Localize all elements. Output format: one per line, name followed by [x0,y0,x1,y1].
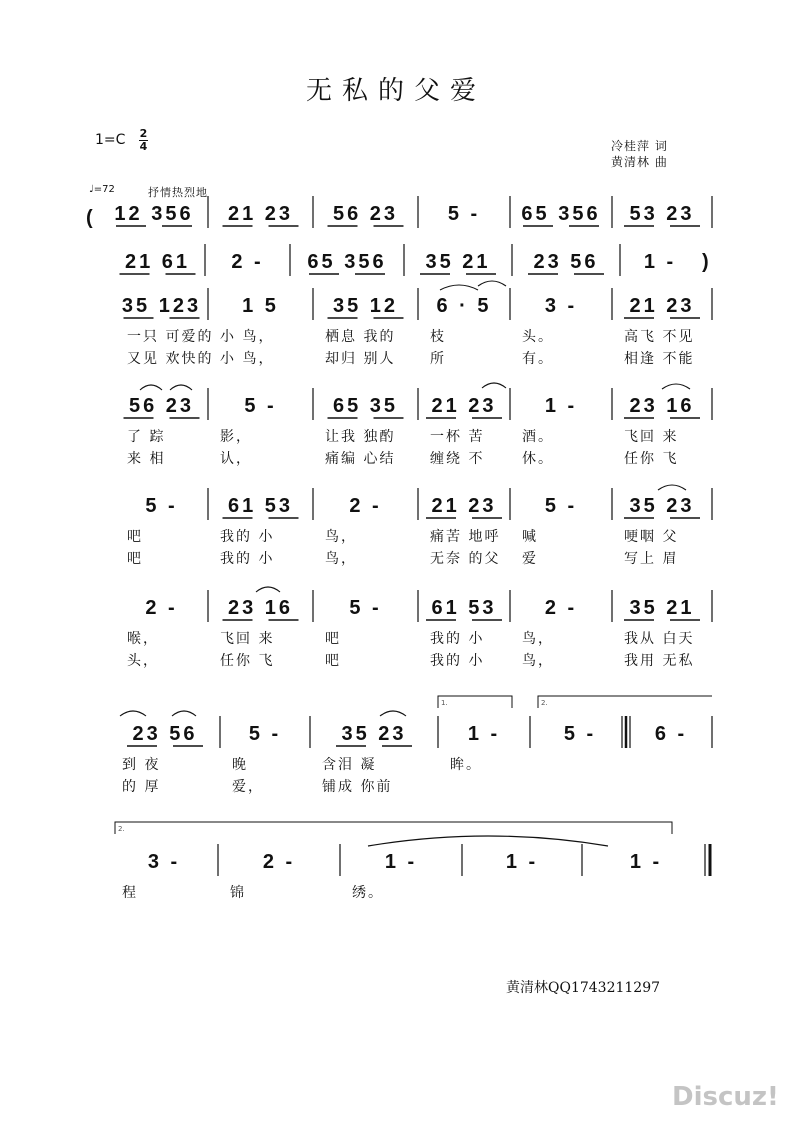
close-paren: ) [702,251,709,273]
lyric-text: 我的 小 [430,631,485,647]
lyric-text: 痛苦 地呼 [430,529,501,545]
bar-notes: 35 23 [629,495,695,517]
lyric-text: 一只 可爱的 [127,329,214,345]
lyric-text: 我的 小 [220,551,275,567]
lyric-text: 我的 小 [430,653,485,669]
bar-notes: 21 61 [124,251,191,273]
lyric-text: 鸟， [325,529,357,545]
bar-notes: 2 - [262,851,296,873]
bar-notes: 5 - [244,395,277,417]
discuz-watermark: Discuz! [672,1082,779,1112]
volta-label: 1. [441,699,448,707]
bar-notes: 1 - [629,851,663,873]
bar-notes: 5 - [145,495,178,517]
bar-notes: 23 16 [629,395,695,417]
lyric-text: 来 相 [127,451,166,467]
bar-notes: 65 35 [332,395,399,417]
bar-notes: 35 123 [121,295,202,317]
slur [440,285,478,290]
bar-notes: 35 12 [332,295,399,317]
lyric-text: 了 踪 [127,429,166,445]
bar-notes: 2 - [231,251,264,273]
bar-notes: 6 · 5 [436,295,492,317]
bar-notes: 35 21 [629,597,695,619]
bar-notes: 5 - [563,723,597,745]
lyric-text: 喊 [522,529,538,545]
lyric-text: 飞回 来 [220,631,275,647]
lyric-text: 影， [220,429,252,445]
time-signature-top: 2 [139,127,148,140]
bar-notes: 23 56 [132,723,198,745]
lyric-text: 哽咽 父 [624,529,679,545]
bar-notes: 5 - [349,597,382,619]
lyric-text: 飞回 来 [624,429,679,445]
bar-notes: 6 - [654,723,688,745]
lyric-text: 缠绕 不 [430,451,485,467]
slur [380,711,406,716]
lyric-text: 让我 独酌 [325,429,396,445]
lyric-text: 爱， [232,779,264,795]
open-paren: ( [86,207,93,229]
volta-bracket [115,822,672,834]
bar-notes: 1 5 [242,295,279,317]
volta-label: 2. [541,699,548,707]
lyric-text: 鸟， [325,551,357,567]
lyric-text: 锦 [230,885,246,901]
lyric-text: 所 [430,351,446,367]
volta-bracket [438,696,512,708]
bar-notes: 5 - [248,723,282,745]
tie [368,836,608,846]
bar-notes: 21 23 [431,495,497,517]
volta-label: 2. [118,825,125,833]
bar-notes: 61 53 [227,495,294,517]
lyric-text: 鸟， [522,653,554,669]
lyric-text: 痛编 心结 [325,451,396,467]
lyric-text: 酒。 [522,429,554,445]
lyric-text: 鸟， [522,631,554,647]
lyric-text: 爱 [522,551,538,567]
lyric-text: 晚 [232,757,248,773]
bar-notes: 1 - [544,395,578,417]
bar-notes: 53 23 [629,203,695,225]
footer-author-contact: 黄清林QQ1743211297 [506,980,661,996]
lyric-text: 小 鸟， [220,351,275,367]
lyric-text: 吧 [127,551,143,567]
lyric-text: 写上 眉 [624,551,679,567]
lyric-text: 无奈 的父 [430,551,501,567]
tempo-marking: ♩=72 [89,184,115,195]
lyric-text: 头。 [522,329,554,345]
bar-notes: 23 16 [227,597,294,619]
bar-notes: 2 - [145,597,178,619]
lyric-text: 吧 [325,653,341,669]
slur [140,385,162,390]
lyric-text: 任你 飞 [220,653,275,669]
bar-notes: 23 56 [533,251,599,273]
lyric-text: 相逢 不能 [624,351,695,367]
bar-notes: 1 - [384,851,418,873]
lyric-text: 喉， [127,631,159,647]
slur [478,281,506,286]
bar-notes: 2 - [349,495,382,517]
lyric-text: 程 [122,885,138,901]
lyric-text: 吧 [127,529,143,545]
composer-credit: 黄清林 曲 [611,155,668,169]
lyric-text: 枝 [430,329,446,345]
bar-notes: 56 23 [128,395,195,417]
lyric-text: 又见 欢快的 [127,351,214,367]
bar-notes: 61 53 [431,597,497,619]
bar-notes: 21 23 [227,203,294,225]
slur [658,485,686,490]
bar-notes: 2 - [544,597,578,619]
key-signature: 1=C [95,132,126,148]
bar-notes: 21 23 [431,395,497,417]
lyric-text: 栖息 我的 [325,329,396,345]
lyric-text: 我从 白天 [624,631,695,647]
bar-notes: 65 356 [307,251,387,273]
expression-marking: 抒情热烈地 [148,186,208,199]
lyric-text: 铺成 你前 [322,779,393,795]
lyric-text: 休。 [522,451,554,467]
lyric-text: 眸。 [450,757,482,773]
lyric-text: 头， [127,653,159,669]
bar-notes: 1 - [505,851,539,873]
bar-notes: 1 - [643,251,677,273]
bar-notes: 3 - [147,851,181,873]
lyric-text: 一杯 苦 [430,429,485,445]
lyric-text: 到 夜 [122,757,161,773]
bar-notes: 35 21 [425,251,491,273]
slur [170,385,192,390]
bar-notes: 3 - [544,295,578,317]
lyric-text: 任你 飞 [624,451,679,467]
bar-notes: 5 - [544,495,578,517]
time-signature-bottom: 4 [139,140,148,153]
slur [662,384,690,389]
lyric-text: 的 厚 [122,779,161,795]
slur [172,711,196,716]
bar-notes: 21 23 [629,295,695,317]
slur [120,711,146,716]
lyricist-credit: 冷桂萍 词 [611,139,668,153]
bar-notes: 65 356 [521,203,601,225]
lyric-text: 含泪 凝 [322,757,377,773]
bar-notes: 35 23 [341,723,407,745]
slur [256,587,280,592]
lyric-text: 认， [220,451,252,467]
bar-notes: 5 - [447,203,481,225]
song-title: 无私的父爱 [305,76,486,106]
bar-notes: 12 356 [114,203,194,225]
lyric-text: 吧 [325,631,341,647]
bar-notes: 1 - [467,723,501,745]
volta-bracket [538,696,712,708]
lyric-text: 却归 别人 [325,351,396,367]
bar-notes: 56 23 [332,203,399,225]
slur [482,383,506,388]
lyric-text: 我的 小 [220,529,275,545]
lyric-text: 小 鸟， [220,329,275,345]
lyric-text: 绣。 [352,885,384,901]
lyric-text: 有。 [522,351,554,367]
lyric-text: 高飞 不见 [624,329,695,345]
lyric-text: 我用 无私 [624,653,695,669]
